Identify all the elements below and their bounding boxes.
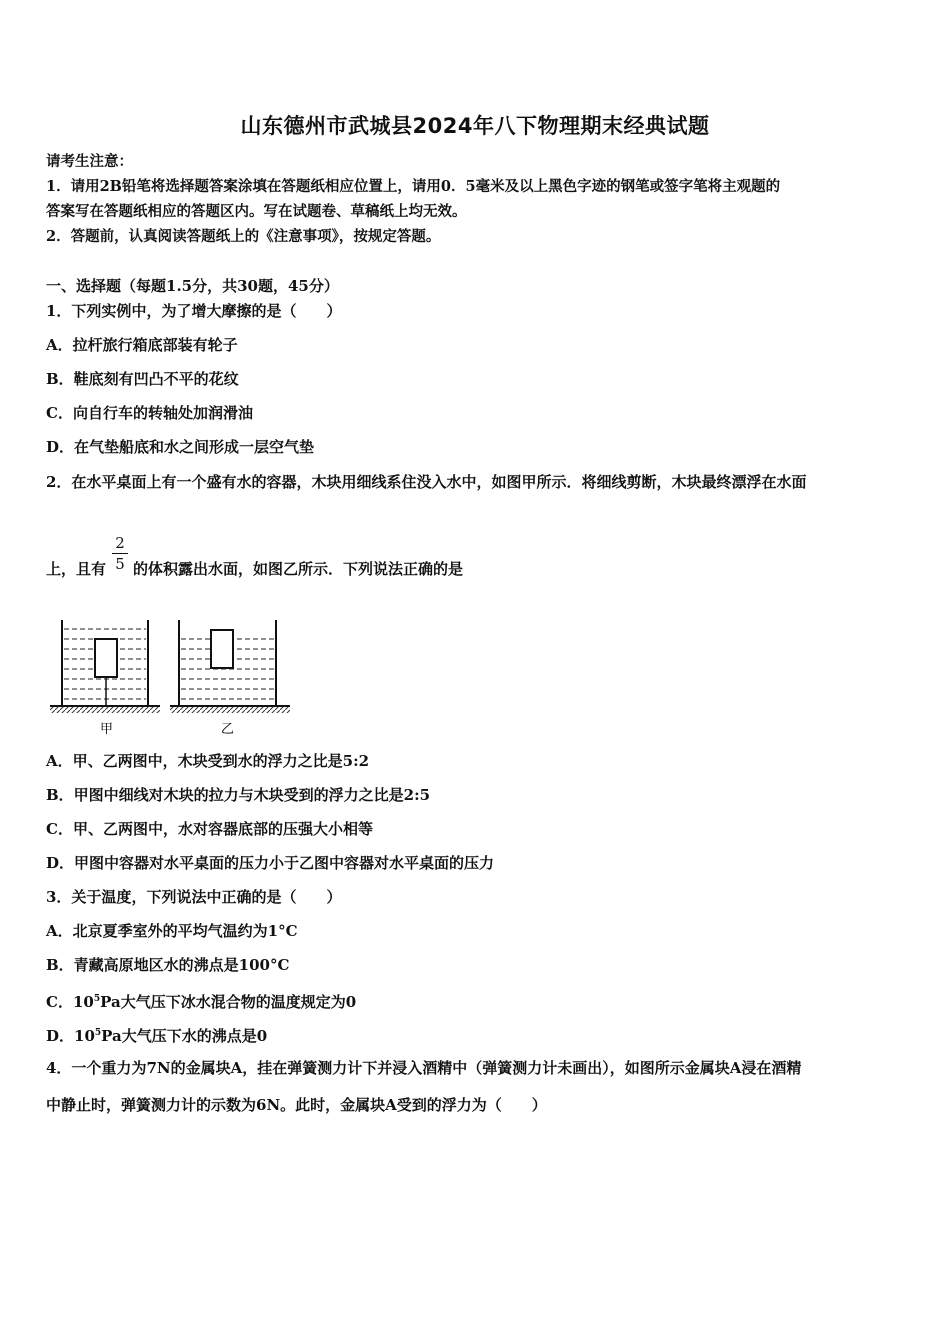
option-c-prefix: C．10 (46, 993, 94, 1011)
question-2-option-b: B．甲图中细线对木块的拉力与木块受到的浮力之比是2:5 (46, 786, 431, 804)
question-2-stem-line-1: 2．在水平桌面上有一个盛有水的容器，木块用细线系住没入水中，如图甲所示．将细线剪断，木块最终漂浮在水面 (46, 473, 807, 491)
question-4-stem-line-2: 中静止时，弹簧测力计的示数为6N。此时，金属块A受到的浮力为（ ） (46, 1096, 547, 1114)
question-2-stem-prefix: 上，且有 (46, 560, 107, 578)
question-1-option-b: B．鞋底刻有凹凸不平的花纹 (46, 370, 239, 388)
section-heading: 一、选择题（每题1.5分，共30题，45分） (46, 277, 339, 295)
question-4-stem-line-1: 4．一个重力为7N的金属块A，挂在弹簧测力计下并浸入酒精中（弹簧测力计未画出），如图所示金属块A浸在酒精 (46, 1059, 802, 1077)
fraction-bar (112, 553, 128, 554)
question-1-option-d: D．在气垫船底和水之间形成一层空气垫 (46, 438, 315, 456)
fraction-two-fifths (112, 535, 128, 572)
question-2-option-d: D．甲图中容器对水平桌面的压力小于乙图中容器对水平桌面的压力 (46, 854, 495, 872)
question-3-option-c (46, 989, 356, 1012)
question-1-option-a: A．拉杆旅行箱底部装有轮子 (46, 336, 238, 354)
question-2-stem-suffix: 的体积露出水面，如图乙所示．下列说法正确的是 (133, 560, 464, 578)
question-3-option-d (46, 1023, 267, 1046)
question-1-option-c: C．向自行车的转轴处加润滑油 (46, 404, 253, 422)
fraction-denominator: 5 (115, 555, 125, 573)
container-jia (50, 620, 160, 713)
notice-heading: 请考生注意： (46, 153, 133, 170)
container-figure (50, 615, 300, 740)
question-2-option-a: A．甲、乙两图中，木块受到水的浮力之比是5:2 (46, 752, 370, 770)
question-3-option-b: B．青藏高原地区水的沸点是100°C (46, 956, 290, 974)
figure-label-jia: 甲 (100, 722, 114, 737)
wood-block-floating (211, 630, 233, 668)
question-3-option-a: A．北京夏季室外的平均气温约为1°C (46, 922, 298, 940)
container-yi (170, 620, 290, 713)
notice-item-1-line-1: 1．请用2B铅笔将选择题答案涂填在答题纸相应位置上，请用0．5毫米及以上黑色字迹的钢笔或签字笔将主观题的 (46, 178, 781, 195)
question-2-option-c: C．甲、乙两图中，水对容器底部的压强大小相等 (46, 820, 373, 838)
question-1-stem: 1．下列实例中，为了增大摩擦的是（ ） (46, 302, 342, 320)
notice-item-2: 2．答题前，认真阅读答题纸上的《注意事项》，按规定答题。 (46, 228, 441, 245)
option-d-prefix: D．10 (46, 1027, 95, 1045)
notice-item-1-line-2: 答案写在答题纸相应的答题区内。写在试题卷、草稿纸上均无效。 (46, 203, 467, 220)
question-3-stem: 3．关于温度，下列说法中正确的是（ ） (46, 888, 342, 906)
option-c-suffix: Pa大气压下冰水混合物的温度规定为0 (100, 993, 357, 1011)
figure-label-yi: 乙 (221, 722, 235, 737)
page-title: 山东德州市武城县2024年八下物理期末经典试题 (240, 114, 710, 138)
option-d-suffix: Pa大气压下水的沸点是0 (101, 1027, 268, 1045)
fraction-numerator: 2 (115, 534, 125, 552)
option-c-exponent: 5 (93, 994, 101, 1004)
wood-block-submerged (95, 639, 117, 677)
option-d-exponent: 5 (94, 1028, 102, 1038)
